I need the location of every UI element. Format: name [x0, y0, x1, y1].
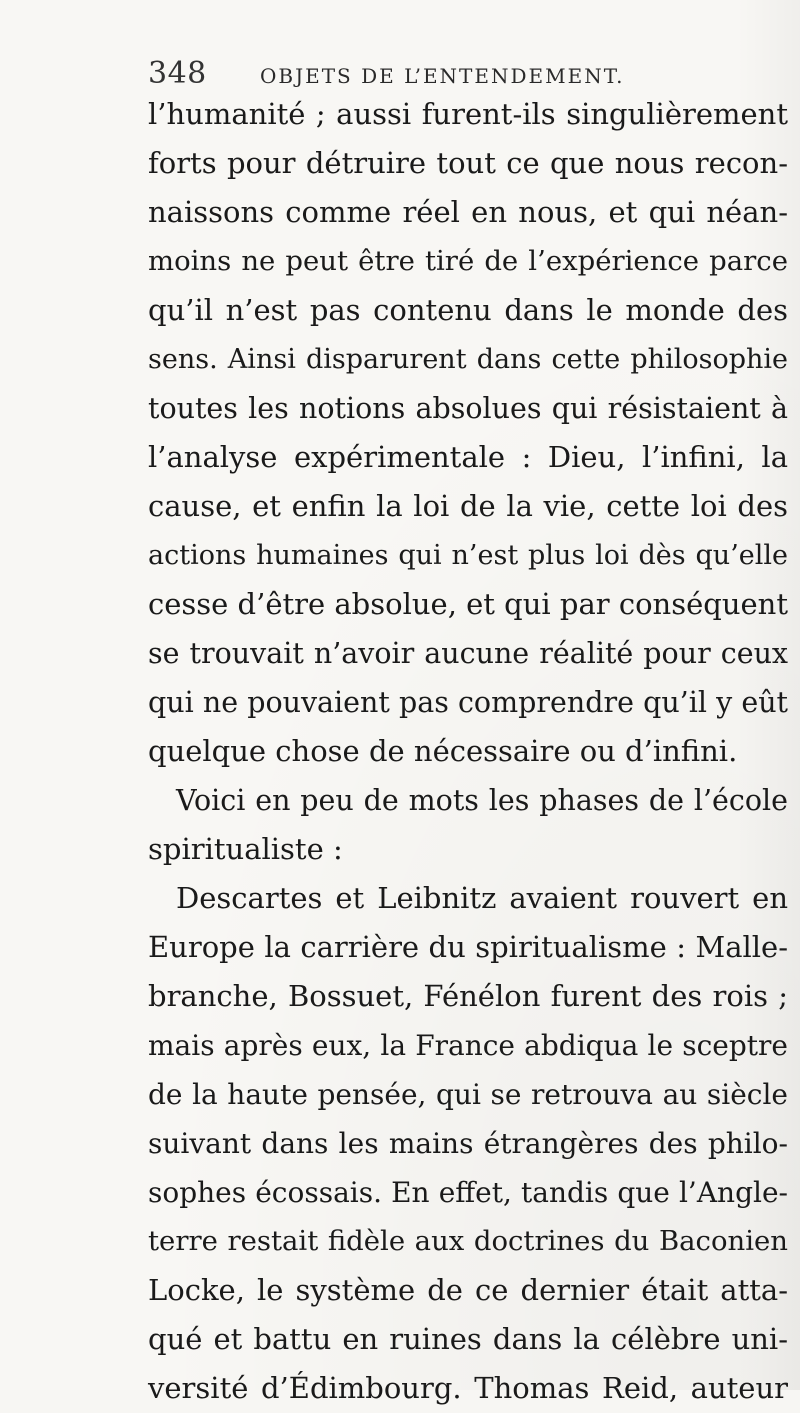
- text-line: l’humanité ; aussi furent-ils singulièrement: [148, 97, 788, 131]
- text-line: de la haute pensée, qui se retrouva au siècle: [148, 1078, 788, 1111]
- running-title: OBJETS DE L’ENTENDEMENT.: [260, 64, 625, 88]
- text-line: qu’il n’est pas contenu dans le monde des: [148, 293, 788, 327]
- text-line: spiritualiste :: [148, 832, 343, 866]
- text-line: versité d’Édimbourg. Thomas Reid, auteur: [148, 1371, 788, 1405]
- text-line: Voici en peu de mots les phases de l’école: [176, 784, 788, 817]
- text-line: quelque chose de nécessaire ou d’infini.: [148, 734, 738, 768]
- text-line: cause, et enfin la loi de la vie, cette loi des: [148, 489, 788, 523]
- text-line: suivant dans les mains étrangères des philo-: [148, 1127, 788, 1160]
- text-line: se trouvait n’avoir aucune réalité pour ceux: [148, 637, 788, 670]
- text-line: sophes écossais. En effet, tandis que l’Angle-: [148, 1176, 788, 1209]
- text-line: l’analyse expérimentale : Dieu, l’infini, la: [148, 440, 788, 474]
- text-line: actions humaines qui n’est plus loi dès qu’elle: [148, 540, 788, 571]
- text-line: Descartes et Leibnitz avaient rouvert en: [176, 881, 788, 915]
- text-line: Locke, le système de ce dernier était atta-: [148, 1273, 788, 1307]
- page-number: 348: [148, 56, 207, 91]
- text-line: qui ne pouvaient pas comprendre qu’il y eût: [148, 686, 788, 719]
- text-line: Europe la carrière du spiritualisme : Malle-: [148, 930, 788, 964]
- text-line: qué et battu en ruines dans la célèbre uni-: [148, 1322, 788, 1356]
- text-line: branche, Bossuet, Fénélon furent des rois ;: [148, 979, 788, 1013]
- text-line: moins ne peut être tiré de l’expérience parce: [148, 245, 788, 277]
- text-line: forts pour détruire tout ce que nous recon-: [148, 146, 788, 180]
- body-text: [148, 90, 788, 1413]
- text-line: cesse d’être absolue, et qui par conséquent: [148, 587, 788, 621]
- text-line: sens. Ainsi disparurent dans cette philosophie: [148, 344, 788, 375]
- text-line: toutes les notions absolues qui résistaient à: [148, 392, 788, 425]
- text-line: naissons comme réel en nous, et qui néan-: [148, 195, 788, 229]
- text-line: terre restait fidèle aux doctrines du Baconien: [148, 1225, 788, 1257]
- text-line: mais après eux, la France abdiqua le sceptre: [148, 1029, 788, 1062]
